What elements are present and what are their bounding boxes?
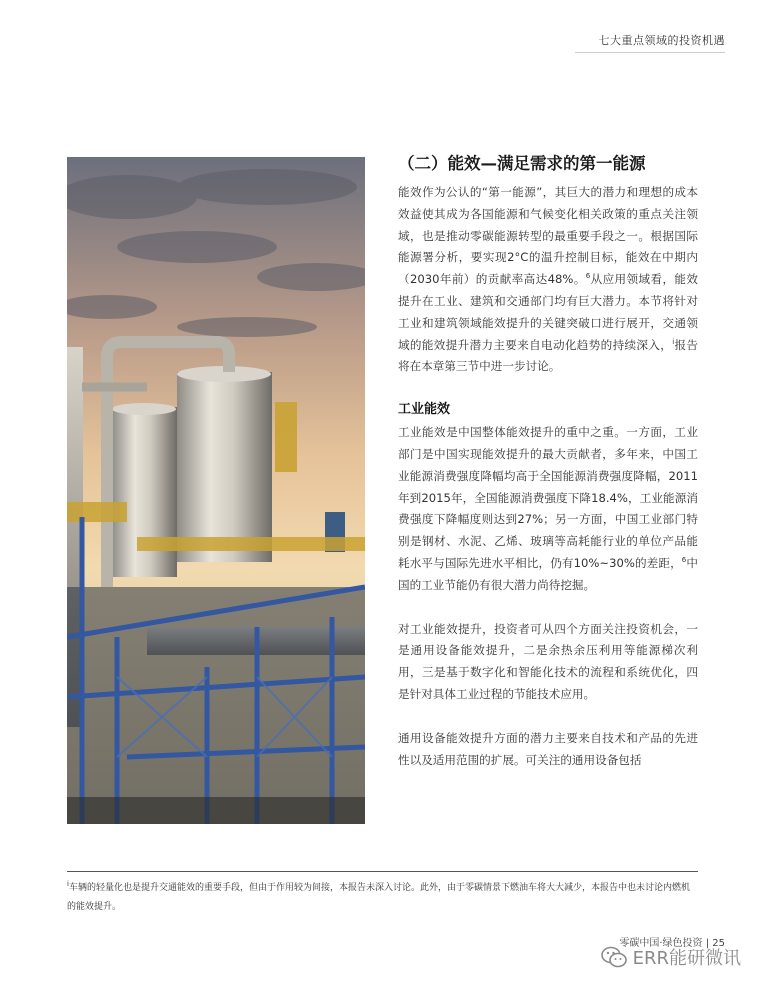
paragraph-text: 从应用领域看，能效提升在工业、建筑和交通部门均有巨大潜力。本节将针对工业和建筑领域能效提升的关键突破口进行展开，交通领域的能效提升潜力主要来自电动化趋势的持续深入，: [398, 272, 698, 352]
watermark-text: ERR能研微讯: [632, 948, 741, 969]
footnote-rule: [67, 871, 698, 872]
paragraph-text: 工业能效是中国整体能效提升的重中之重。一方面，工业部门是中国实现能效提升的最大贡献者，多年来，中国工业能源消费强度降幅均高于全国能源消费强度降幅，2011年到2015年，全国能源消费强度下降18.4%，工业能源消费强度下降幅度则达到27%；另一方面，中国工业部门特别是钢材、水泥、乙烯、玻璃等高耗能行业的单位产品能耗水平与国际先进水平相比，仍有10%~30%的差距，: [398, 425, 698, 570]
paragraph-energy-efficiency: [398, 182, 698, 378]
paragraph-industrial: [398, 422, 698, 596]
footnote-ref: 6: [681, 556, 687, 565]
footnote-text: 车辆的轻量化也是提升交通能效的重要手段，但由于作用较为间接，本报告未深入讨论。此外，由于零碳情景下燃油车将大大减少，本报告中也未讨论内燃机的能效提升。: [67, 883, 690, 912]
header-rule: [575, 52, 725, 53]
wechat-icon: [601, 946, 627, 968]
watermark: [601, 944, 741, 970]
paragraph-text: 中国的工业节能仍有很大潜力尚待挖掘。: [398, 555, 698, 592]
paragraph-equipment: 通用设备能效提升方面的潜力主要来自技术和产品的先进性以及适用范围的扩展。可关注的通用设备包括: [398, 730, 698, 767]
section-title: （二）能效—满足需求的第一能源: [398, 154, 646, 173]
running-head: 七大重点领域的投资机遇: [598, 34, 725, 47]
footnote: [67, 879, 698, 917]
page-footer: 零碳中国·绿色投资 | 25: [619, 938, 725, 949]
footnote-ref: 6: [585, 272, 591, 281]
footnote-ref: i: [672, 337, 675, 346]
paragraph-gap: [398, 597, 698, 619]
footnote-marker: i: [67, 880, 69, 888]
main-content: [398, 152, 698, 771]
paragraph-investment: 对工业能效提升，投资者可从四个方面关注投资机会，一是通用设备能效提升，二是余热余压利用等能源梯次利用，三是基于数字化和智能化技术的流程和系统优化，四是针对具体工业过程的节能技术应用。: [398, 621, 698, 701]
industrial-plant-photo: [67, 157, 365, 824]
photo-illustration: [67, 157, 365, 824]
paragraph-gap: [398, 706, 698, 728]
paragraph-text: 报告将在本章第三节中进一步讨论。: [398, 337, 698, 374]
paragraph-text: 能效作为公认的“第一能源”，其巨大的潜力和理想的成本效益使其成为各国能源和气候变化相关政策的重点关注领域，也是推动零碳能源转型的最重要手段之一。根据国际能源署分析，要实现2°C的温升控制目标，能效在中期内（2030年前）的贡献率高达48%。: [398, 185, 698, 287]
sub-heading: 工业能效: [398, 402, 451, 418]
